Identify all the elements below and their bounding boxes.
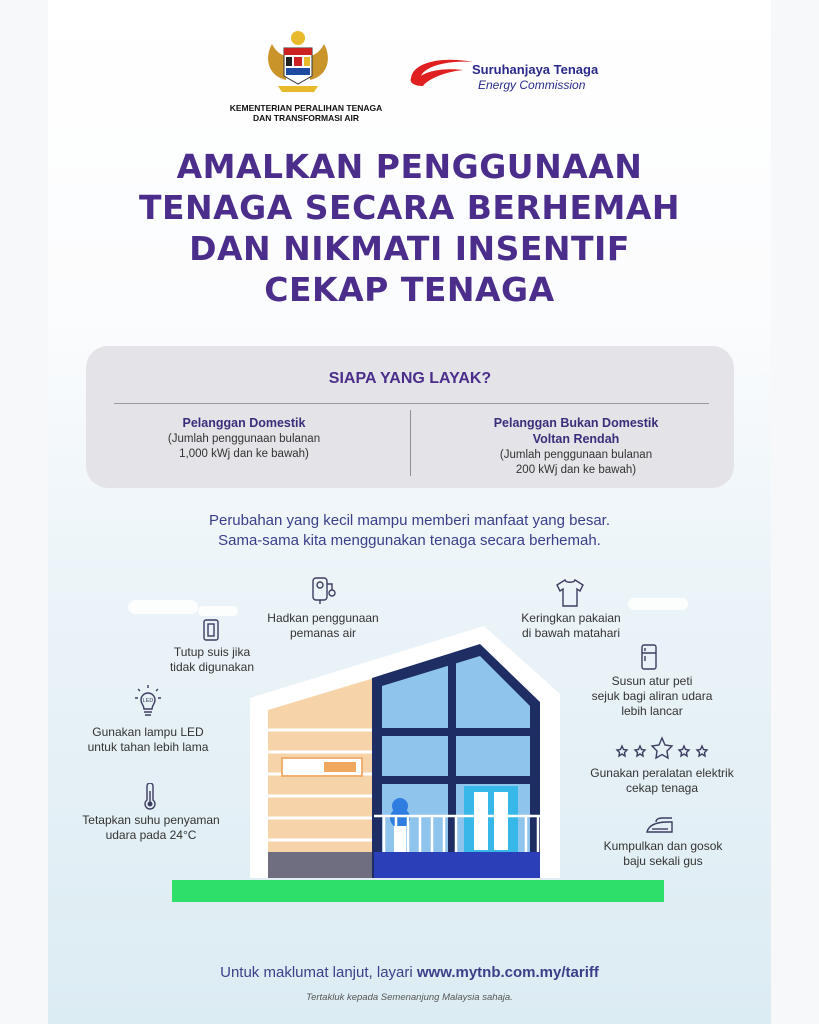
footer <box>48 964 771 981</box>
commission-name-en: Energy Commission <box>478 78 586 92</box>
non-domestic-line1: (Jumlah penggunaan bulanan <box>499 449 653 461</box>
headline-line4: CEKAP TENAGA <box>264 270 555 309</box>
tip-fridge-line2: sejuk bagi aliran udara <box>591 689 713 703</box>
headline-line2: TENAGA SECARA BERHEMAH <box>138 188 681 227</box>
domestic-line1: (Jumlah penggunaan bulanan <box>167 433 321 445</box>
headline <box>68 146 751 310</box>
domestic-title: Pelanggan Domestik <box>182 416 306 430</box>
star-rating-icon <box>614 736 710 762</box>
tip-iron <box>578 839 748 869</box>
tagline-line2: Sama-sama kita menggunakan tenaga secara berhemah. <box>218 532 601 549</box>
tip-fridge <box>572 674 732 719</box>
fridge-icon <box>640 643 658 671</box>
poster <box>48 0 771 1024</box>
tip-iron-line2: baju sekali gus <box>623 854 703 868</box>
tip-led-line1: Gunakan lampu LED <box>92 725 204 739</box>
eligibility-box <box>86 346 734 488</box>
switch-icon <box>202 618 220 642</box>
thermometer-icon <box>142 783 158 811</box>
malaysia-crest-logo <box>258 28 338 100</box>
non-domestic-column <box>426 416 726 478</box>
footer-text: Untuk maklumat lanjut, layari <box>220 964 413 981</box>
commission-name: Suruhanjaya Tenaga <box>472 62 599 77</box>
tip-switch-line1: Tutup suis jika <box>173 645 251 659</box>
ministry-line1: KEMENTERIAN PERALIHAN TENAGA <box>229 103 383 113</box>
domestic-line2: 1,000 kWj dan ke bawah) <box>179 448 309 460</box>
tagline-line1: Perubahan yang kecil mampu memberi manfaat yang besar. <box>208 512 611 529</box>
tip-efficient-line2: cekap tenaga <box>625 781 699 795</box>
tip-aircon <box>70 813 232 843</box>
led-badge: LED <box>142 698 154 704</box>
domestic-column <box>94 416 394 462</box>
tip-dry-line1: Keringkan pakaian <box>521 611 621 625</box>
tip-fridge-line1: Susun atur peti <box>611 674 693 688</box>
cloud <box>128 600 198 614</box>
eligibility-divider-horizontal <box>114 403 709 404</box>
non-domestic-title2: Voltan Rendah <box>532 432 620 446</box>
cloud <box>198 606 238 616</box>
footer-url[interactable]: www.mytnb.com.my/tariff <box>416 964 599 981</box>
tip-led <box>78 725 218 755</box>
cloud <box>628 598 688 610</box>
non-domestic-line2: 200 kWj dan ke bawah) <box>515 464 637 476</box>
ministry-name <box>218 103 394 123</box>
tip-dry-line2: di bawah matahari <box>521 626 621 640</box>
headline-line3: DAN NIKMATI INSENTIF <box>189 229 630 268</box>
water-heater-icon <box>310 574 338 606</box>
headline-line1: AMALKAN PENGGUNAAN <box>176 147 643 186</box>
non-domestic-title1: Pelanggan Bukan Domestik <box>493 416 659 430</box>
ministry-line2: DAN TRANSFORMASI AIR <box>253 113 359 123</box>
house-illustration <box>244 620 564 882</box>
ground-strip <box>172 880 664 902</box>
tip-fridge-line3: lebih lancar <box>621 704 683 718</box>
eligibility-title: SIAPA YANG LAYAK? <box>328 370 492 387</box>
tip-led-line2: untuk tahan lebih lama <box>87 740 209 754</box>
led-bulb-icon <box>134 684 162 718</box>
eligibility-divider-vertical <box>410 410 411 476</box>
tip-aircon-line1: Tetapkan suhu penyaman <box>82 813 220 827</box>
tagline <box>48 511 771 551</box>
tip-switch-line2: tidak digunakan <box>169 660 255 674</box>
tip-efficient-line1: Gunakan peralatan elektrik <box>590 766 734 780</box>
footer-note: Tertakluk kepada Semenanjung Malaysia sahaja. <box>306 992 513 1003</box>
tip-efficient <box>570 766 754 796</box>
iron-icon <box>644 816 676 836</box>
tip-iron-line1: Kumpulkan dan gosok <box>603 839 723 853</box>
tip-heater-line1: Hadkan penggunaan <box>267 611 379 625</box>
tip-heater-line2: pemanas air <box>289 626 357 640</box>
tip-aircon-line2: udara pada 24°C <box>105 828 197 842</box>
tshirt-icon <box>554 578 586 608</box>
